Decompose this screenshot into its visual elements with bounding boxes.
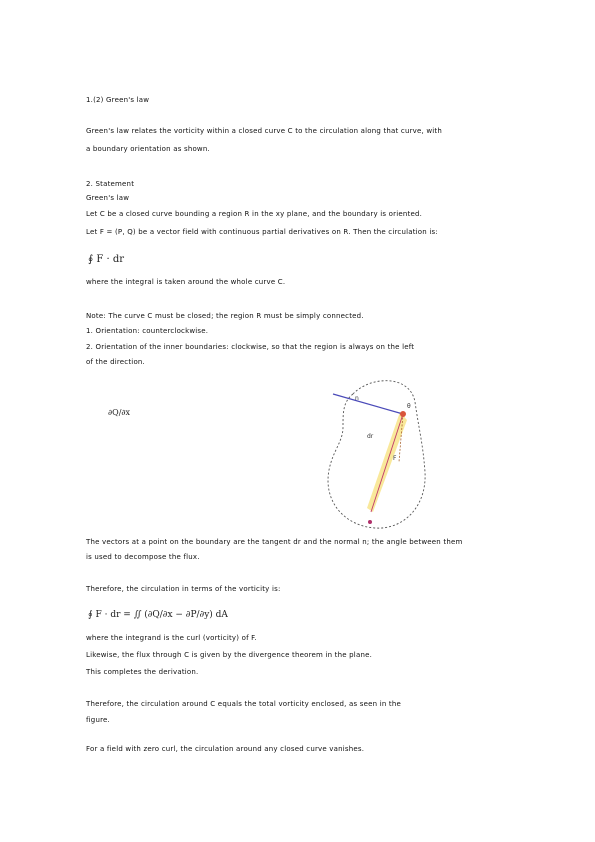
conditions-line-4: of the direction.: [86, 358, 145, 366]
setup-line-3: Let C be a closed curve bounding a region R in the xy plane, and the boundary is oriented.: [86, 210, 423, 218]
figure-label-theta: θ: [407, 403, 411, 410]
boundary-point: [400, 411, 406, 417]
document-title: 1.(2) Green's law: [86, 96, 150, 104]
final-line: For a field with zero curl, the circulation around any closed curve vanishes.: [86, 745, 365, 753]
setup-line-4: Let F = (P, Q) be a vector field with continuous partial derivatives on R. Then the circulation is:: [86, 228, 438, 236]
conditions-line-2: 1. Orientation: counterclockwise.: [86, 327, 209, 335]
intro-line-1: Green's law relates the vorticity within a closed curve C to the circulation along that curve, with: [86, 127, 443, 135]
equation-green: ∮ F · dr = ∬ (∂Q/∂x − ∂P/∂y) dA: [88, 610, 228, 620]
after-equation-2-line-1: where the integrand is the curl (vorticity) of F.: [86, 634, 257, 642]
after-equation-2-line-2: Likewise, the flux through C is given by the divergence theorem in the plane.: [86, 651, 373, 659]
closing-line-2: figure.: [86, 716, 110, 724]
after-equation-1: where the integral is taken around the whole curve C.: [86, 278, 286, 286]
figure-label-n: n: [355, 395, 359, 402]
equation-line-integral: ∮ F · dr: [88, 254, 125, 265]
equation-small-fraction: ∂Q/∂x: [108, 408, 131, 417]
green-form-intro: Therefore, the circulation in terms of the vorticity is:: [86, 585, 281, 593]
after-figure-line-2: is used to decompose the flux.: [86, 553, 200, 561]
after-figure-line-1: The vectors at a point on the boundary are the tangent dr and the normal n; the angle between them: [86, 538, 463, 546]
end-point: [368, 520, 372, 524]
conditions-line-1: Note: The curve C must be closed; the region R must be simply connected.: [86, 312, 364, 320]
tangent-vector: [371, 414, 403, 512]
figure-label-f: F: [393, 455, 397, 462]
figure-label-dr: dr: [367, 433, 374, 440]
setup-line-2: Green's law: [86, 194, 130, 202]
setup-line-1: 2. Statement: [86, 180, 135, 188]
curve-figure: [315, 372, 440, 532]
intro-line-2: a boundary orientation as shown.: [86, 145, 210, 153]
closing-line-1: Therefore, the circulation around C equals the total vorticity enclosed, as seen in the: [86, 700, 401, 708]
after-equation-2-line-3: This completes the derivation.: [86, 668, 199, 676]
conditions-line-3: 2. Orientation of the inner boundaries: clockwise, so that the region is always on the left: [86, 343, 415, 351]
